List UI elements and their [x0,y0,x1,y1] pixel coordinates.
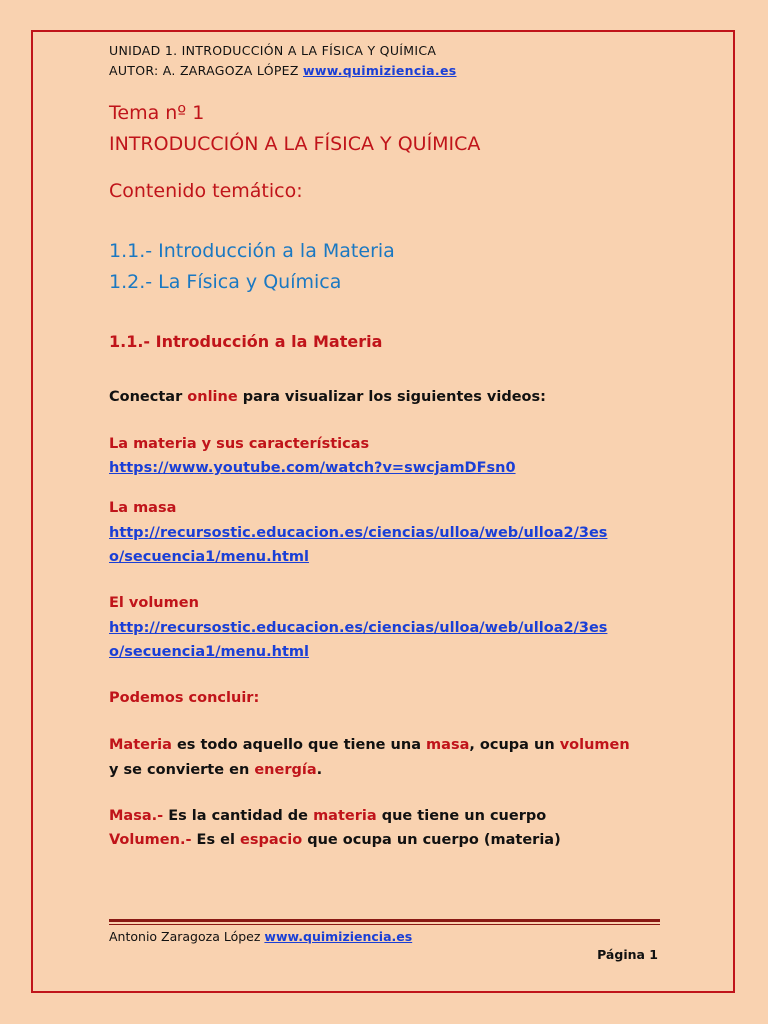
definition-text-4: . [316,762,323,778]
video-link-materia[interactable]: https://www.youtube.com/watch?v=swcjamDFsn0 [109,460,516,476]
header-unit-line [109,43,436,58]
video-link-masa-line1[interactable]: http://recursostic.educacion.es/ciencias/ulloa/web/ulloa2/3es [109,525,608,541]
volumen-keyword: espacio [240,832,303,848]
page-number: Página 1 [597,947,658,962]
footer-author-line [109,929,412,944]
definition-line-1 [109,737,630,753]
intro-online: online [187,389,238,405]
definition-text-2: , ocupa un [469,737,555,753]
masa-text-1: Es la cantidad de [168,808,309,824]
definition-text-1: es todo aquello que tiene una [176,737,421,753]
volumen-term: Volumen.- [109,832,192,848]
definition-text-3: y se convierte en [109,762,250,778]
footer-rule-thin [109,924,660,925]
video-title-masa: La masa [109,500,177,516]
masa-term: Masa.- [109,808,164,824]
topic-number: Tema nº 1 [109,102,205,124]
header-author-text: AUTOR: A. ZARAGOZA LÓPEZ [109,63,299,78]
kw-masa: masa [426,737,470,753]
header-unit-text: UNIDAD 1. INTRODUCCIÓN A LA FÍSICA Y QUÍMICA [109,43,437,58]
definition-line-2 [109,762,322,778]
conclude-heading: Podemos concluir: [109,690,260,706]
masa-keyword: materia [313,808,377,824]
footer-rule-thick [109,919,660,922]
intro-paragraph [109,389,546,405]
toc-item-2: 1.2.- La Física y Química [109,271,342,293]
video-link-masa-line2[interactable]: o/secuencia1/menu.html [109,549,309,565]
masa-text-2: que tiene un cuerpo [381,808,547,824]
volumen-text-2: que ocupa un cuerpo (materia) [307,832,561,848]
video-title-volumen: El volumen [109,595,199,611]
intro-before: Conectar [109,389,183,405]
footer-author: Antonio Zaragoza López [109,929,261,944]
video-link-volumen-line2[interactable]: o/secuencia1/menu.html [109,644,309,660]
volumen-definition [109,832,561,848]
kw-materia: Materia [109,737,172,753]
topic-title: INTRODUCCIÓN A LA FÍSICA Y QUÍMICA [109,133,481,155]
masa-definition [109,808,546,824]
footer-website-link[interactable]: www.quimiziencia.es [264,929,413,944]
section-heading: 1.1.- Introducción a la Materia [109,332,383,351]
toc-item-1: 1.1.- Introducción a la Materia [109,240,395,262]
volumen-text-1: Es el [196,832,235,848]
kw-volumen: volumen [559,737,630,753]
intro-after: para visualizar los siguientes videos: [242,389,546,405]
video-title-materia: La materia y sus características [109,436,370,452]
video-link-volumen-line1[interactable]: http://recursostic.educacion.es/ciencias/ulloa/web/ulloa2/3es [109,620,608,636]
header-website-link[interactable]: www.quimiziencia.es [303,63,457,78]
header-author-line [109,63,456,78]
kw-energia: energía [254,762,317,778]
contents-heading: Contenido temático: [109,180,303,202]
